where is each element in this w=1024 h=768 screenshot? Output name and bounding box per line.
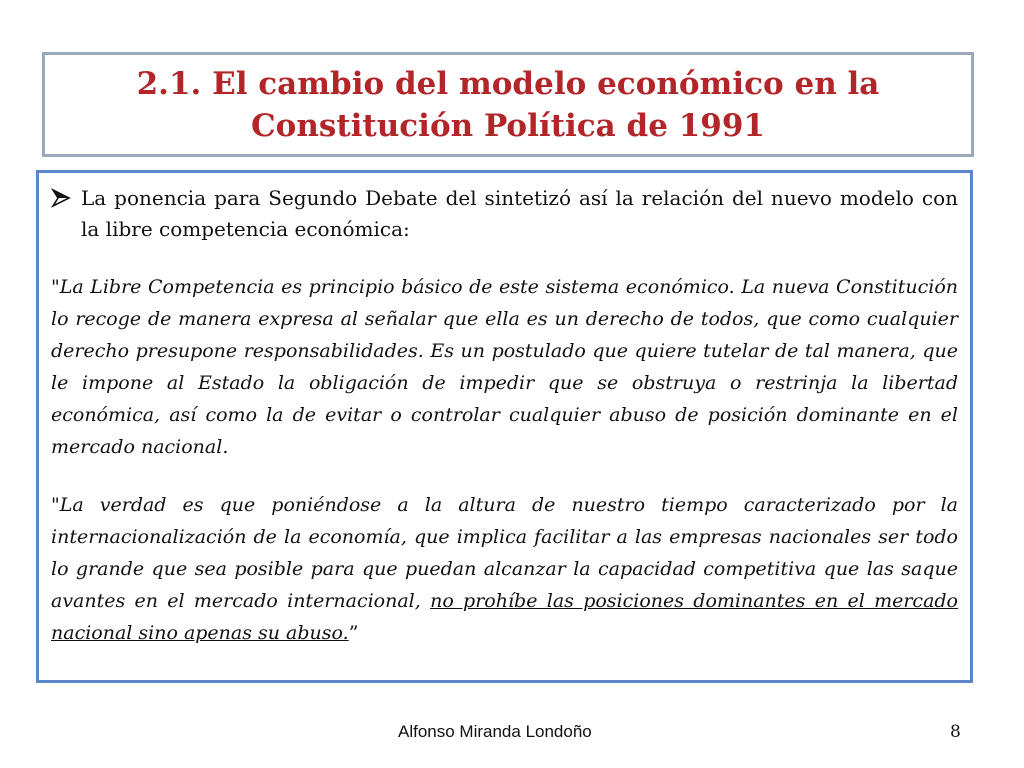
open-quote-mark: ": [51, 494, 60, 516]
quote-paragraph-2: [51, 489, 958, 649]
open-quote-mark: ": [51, 276, 60, 298]
quote-1-text: La Libre Competencia es principio básico de este sistema económico. La nueva Constitución lo recoge de manera expresa al señalar que ella es un derecho de todos, que como cualquier derecho presupone responsabilidades. Es un postulado que quiere tutelar de tal manera, que le impone al Estado la obligación de impedir que se obstruya o restrinja la libertad económica, así como la de evitar o controlar cualquier abuso de posición dominante en el mercado nacional.: [51, 276, 958, 458]
title-box: [42, 52, 974, 157]
quote-paragraph-1: [51, 271, 958, 463]
slide-title-line-1: 2.1. El cambio del modelo económico en la: [136, 65, 880, 102]
arrowhead-bullet-icon: [51, 183, 81, 213]
bullet-text: La ponencia para Segundo Debate del sintetizó así la relación del nuevo modelo con la libre competencia económica:: [81, 186, 958, 241]
footer-author: Alfonso Miranda Londoño: [398, 722, 592, 741]
page-number: 8: [950, 722, 961, 742]
slide-title-line-2: Constitución Política de 1991: [251, 107, 765, 144]
close-quote-mark: ”: [348, 622, 359, 644]
bullet-item: [51, 183, 958, 245]
content-box: [36, 170, 973, 683]
quote-2-underlined-text: no prohíbe las posiciones dominantes en el mercado nacional sino apenas su abuso.: [51, 590, 958, 644]
quote-2-text: La verdad es que poniéndose a la altura de nuestro tiempo caracterizado por la internacionalización de la economía, que implica facilitar a las empresas nacionales ser todo lo grande que sea posible para que puedan alcanzar la capacidad competitiva que las saque avantes en el mercado internacional,: [51, 494, 958, 612]
